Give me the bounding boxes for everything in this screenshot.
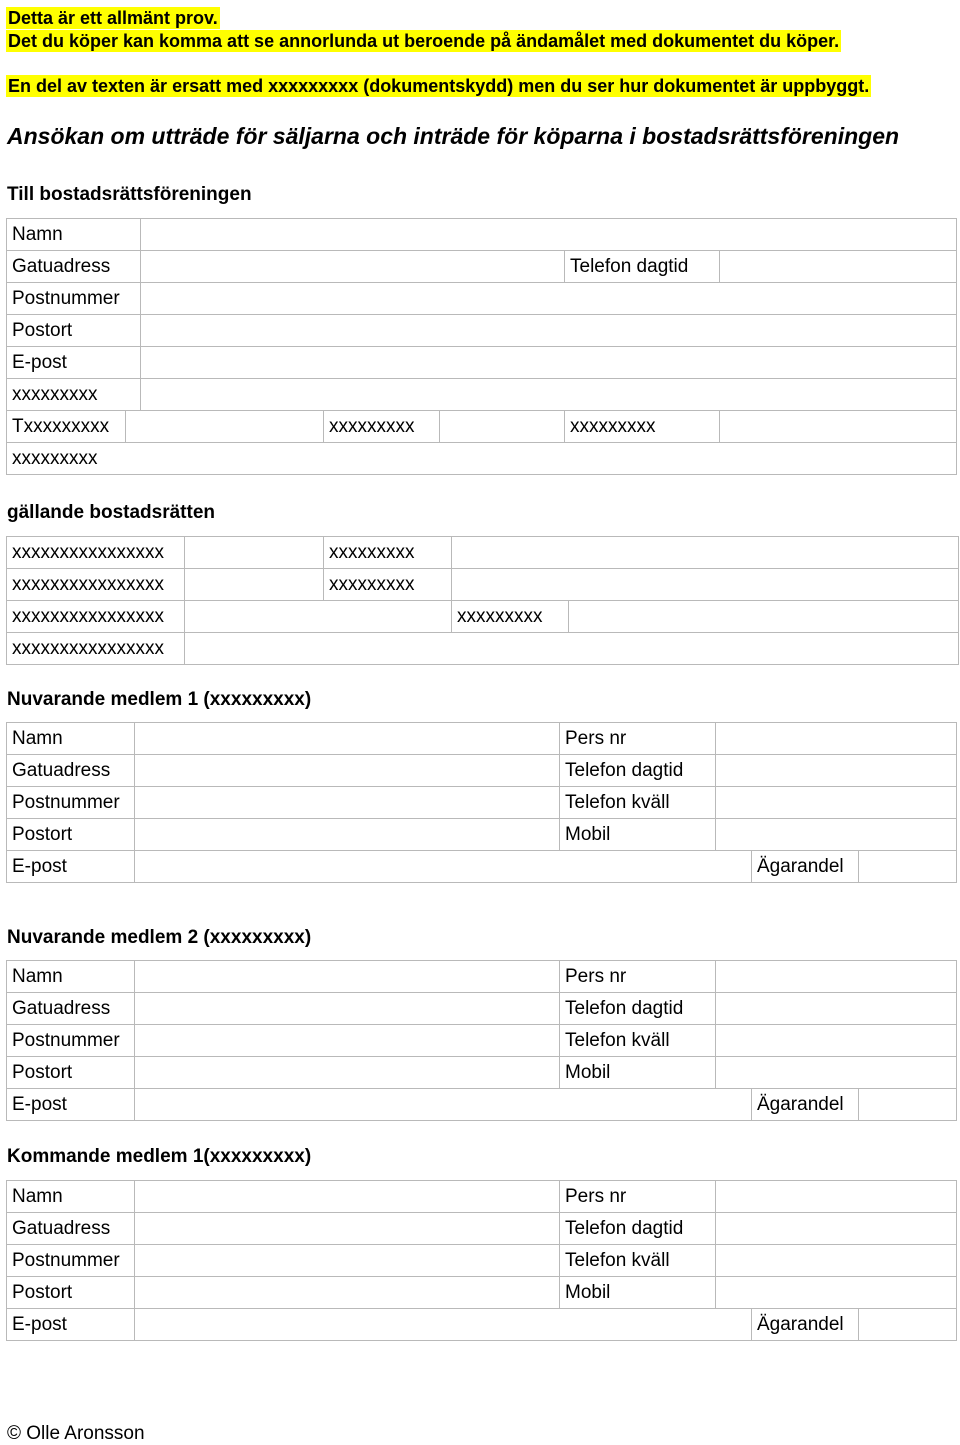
masked-label: xxxxxxxxx bbox=[324, 537, 452, 569]
table-row bbox=[7, 443, 957, 475]
table-row bbox=[7, 1089, 957, 1121]
table-row bbox=[7, 851, 957, 883]
postcode-label: Postnummer bbox=[7, 1245, 135, 1277]
city-label: Postort bbox=[7, 1277, 135, 1309]
masked-label: Txxxxxxxxx bbox=[7, 411, 126, 443]
masked-label: xxxxxxxxx bbox=[452, 601, 569, 633]
masked-field[interactable] bbox=[440, 411, 565, 443]
phone-day-label: Telefon dagtid bbox=[565, 251, 720, 283]
table-row bbox=[7, 961, 957, 993]
share-field[interactable] bbox=[859, 1089, 957, 1121]
table-row bbox=[7, 315, 957, 347]
association-heading: Till bostadsrättsföreningen bbox=[7, 184, 252, 205]
name-field[interactable] bbox=[135, 961, 560, 993]
masked-label: xxxxxxxxx bbox=[7, 379, 141, 411]
table-row bbox=[7, 1057, 957, 1089]
city-label: Postort bbox=[7, 819, 135, 851]
email-field[interactable] bbox=[135, 1089, 752, 1121]
table-row bbox=[7, 601, 959, 633]
masked-field[interactable] bbox=[452, 537, 959, 569]
postcode-field[interactable] bbox=[135, 787, 560, 819]
name-field[interactable] bbox=[135, 723, 560, 755]
persnr-label: Pers nr bbox=[560, 961, 716, 993]
postcode-field[interactable] bbox=[135, 1025, 560, 1057]
table-row bbox=[7, 251, 957, 283]
phone-evening-label: Telefon kväll bbox=[560, 1245, 716, 1277]
masked-label: xxxxxxxxx bbox=[565, 411, 720, 443]
table-row bbox=[7, 755, 957, 787]
phone-day-label: Telefon dagtid bbox=[560, 993, 716, 1025]
masked-field[interactable] bbox=[452, 569, 959, 601]
city-field[interactable] bbox=[135, 1057, 560, 1089]
share-field[interactable] bbox=[859, 851, 957, 883]
mobile-field[interactable] bbox=[716, 819, 957, 851]
table-row bbox=[7, 347, 957, 379]
mobile-label: Mobil bbox=[560, 819, 716, 851]
sample-notice-line2: Det du köper kan komma att se annorlunda ut beroende på ändamålet med dokumentet du köper. bbox=[8, 31, 840, 51]
city-field[interactable] bbox=[135, 819, 560, 851]
table-row bbox=[7, 283, 957, 315]
phone-evening-label: Telefon kväll bbox=[560, 787, 716, 819]
table-row bbox=[7, 1181, 957, 1213]
current-member-1-table bbox=[6, 722, 957, 883]
phone-evening-field[interactable] bbox=[716, 1245, 957, 1277]
sample-notice-line1: Detta är ett allmänt prov. bbox=[8, 8, 218, 28]
table-row bbox=[7, 993, 957, 1025]
masked-field[interactable] bbox=[126, 411, 324, 443]
postcode-label: Postnummer bbox=[7, 283, 141, 315]
postcode-label: Postnummer bbox=[7, 787, 135, 819]
association-name-field[interactable] bbox=[141, 219, 957, 251]
table-row bbox=[7, 1277, 957, 1309]
street-field[interactable] bbox=[135, 755, 560, 787]
incoming-member-1-heading: Kommande medlem 1(xxxxxxxxx) bbox=[7, 1146, 312, 1167]
mobile-field[interactable] bbox=[716, 1057, 957, 1089]
masked-field[interactable] bbox=[720, 411, 957, 443]
sample-notice-line3: En del av texten är ersatt med xxxxxxxxx (dokumentskydd) men du ser hur dokumentet är uppbyggt. bbox=[8, 76, 870, 96]
street-field[interactable] bbox=[135, 1213, 560, 1245]
masked-field[interactable] bbox=[185, 569, 324, 601]
masked-label: xxxxxxxxxxxxxxxx bbox=[7, 601, 185, 633]
association-city-field[interactable] bbox=[141, 315, 957, 347]
table-row bbox=[7, 1025, 957, 1057]
street-label: Gatuadress bbox=[7, 755, 135, 787]
mobile-field[interactable] bbox=[716, 1277, 957, 1309]
persnr-field[interactable] bbox=[716, 961, 957, 993]
masked-label: xxxxxxxxx bbox=[324, 411, 440, 443]
apartment-heading: gällande bostadsrätten bbox=[7, 502, 215, 523]
email-field[interactable] bbox=[135, 1309, 752, 1341]
share-label: Ägarandel bbox=[752, 1089, 859, 1121]
phone-evening-label: Telefon kväll bbox=[560, 1025, 716, 1057]
email-field[interactable] bbox=[135, 851, 752, 883]
masked-label: xxxxxxxxxxxxxxxx bbox=[7, 537, 185, 569]
name-label: Namn bbox=[7, 219, 141, 251]
incoming-member-1-table bbox=[6, 1180, 957, 1341]
copyright-footer: © Olle Aronsson bbox=[7, 1423, 145, 1444]
association-email-field[interactable] bbox=[141, 347, 957, 379]
share-label: Ägarandel bbox=[752, 851, 859, 883]
street-label: Gatuadress bbox=[7, 251, 141, 283]
city-label: Postort bbox=[7, 1057, 135, 1089]
masked-field[interactable] bbox=[185, 537, 324, 569]
table-row bbox=[7, 411, 957, 443]
table-row bbox=[7, 1309, 957, 1341]
phone-evening-field[interactable] bbox=[716, 787, 957, 819]
street-field[interactable] bbox=[135, 993, 560, 1025]
phone-day-label: Telefon dagtid bbox=[560, 1213, 716, 1245]
postcode-label: Postnummer bbox=[7, 1025, 135, 1057]
name-label: Namn bbox=[7, 1181, 135, 1213]
share-label: Ägarandel bbox=[752, 1309, 859, 1341]
association-phone-day-field[interactable] bbox=[720, 251, 957, 283]
association-postcode-field[interactable] bbox=[141, 283, 957, 315]
city-label: Postort bbox=[7, 315, 141, 347]
masked-label: xxxxxxxxx bbox=[7, 443, 957, 475]
masked-label: xxxxxxxxxxxxxxxx bbox=[7, 569, 185, 601]
phone-day-label: Telefon dagtid bbox=[560, 755, 716, 787]
phone-day-field[interactable] bbox=[716, 993, 957, 1025]
table-row bbox=[7, 569, 959, 601]
postcode-field[interactable] bbox=[135, 1245, 560, 1277]
name-label: Namn bbox=[7, 723, 135, 755]
email-label: E-post bbox=[7, 347, 141, 379]
share-field[interactable] bbox=[859, 1309, 957, 1341]
street-label: Gatuadress bbox=[7, 993, 135, 1025]
persnr-field[interactable] bbox=[716, 1181, 957, 1213]
email-label: E-post bbox=[7, 1089, 135, 1121]
table-row bbox=[7, 1245, 957, 1277]
table-row bbox=[7, 537, 959, 569]
current-member-2-table bbox=[6, 960, 957, 1121]
persnr-label: Pers nr bbox=[560, 723, 716, 755]
current-member-1-heading: Nuvarande medlem 1 (xxxxxxxxx) bbox=[7, 689, 312, 710]
document-title: Ansökan om utträde för säljarna och inträde för köparna i bostadsrättsföreningen bbox=[7, 123, 900, 149]
mobile-label: Mobil bbox=[560, 1057, 716, 1089]
masked-field[interactable] bbox=[185, 601, 452, 633]
masked-field[interactable] bbox=[185, 633, 959, 665]
email-label: E-post bbox=[7, 1309, 135, 1341]
table-row bbox=[7, 379, 957, 411]
city-field[interactable] bbox=[135, 1277, 560, 1309]
table-row bbox=[7, 819, 957, 851]
phone-day-field[interactable] bbox=[716, 1213, 957, 1245]
street-label: Gatuadress bbox=[7, 1213, 135, 1245]
table-row bbox=[7, 633, 959, 665]
masked-field[interactable] bbox=[569, 601, 959, 633]
table-row bbox=[7, 787, 957, 819]
table-row bbox=[7, 219, 957, 251]
phone-day-field[interactable] bbox=[716, 755, 957, 787]
table-row bbox=[7, 723, 957, 755]
association-table bbox=[6, 218, 957, 475]
apartment-table bbox=[6, 536, 959, 665]
masked-label: xxxxxxxxx bbox=[324, 569, 452, 601]
name-field[interactable] bbox=[135, 1181, 560, 1213]
table-row bbox=[7, 1213, 957, 1245]
mobile-label: Mobil bbox=[560, 1277, 716, 1309]
masked-label: xxxxxxxxxxxxxxxx bbox=[7, 633, 185, 665]
current-member-2-heading: Nuvarande medlem 2 (xxxxxxxxx) bbox=[7, 927, 312, 948]
persnr-label: Pers nr bbox=[560, 1181, 716, 1213]
name-label: Namn bbox=[7, 961, 135, 993]
persnr-field[interactable] bbox=[716, 723, 957, 755]
email-label: E-post bbox=[7, 851, 135, 883]
masked-field[interactable] bbox=[141, 379, 957, 411]
association-street-field[interactable] bbox=[141, 251, 565, 283]
phone-evening-field[interactable] bbox=[716, 1025, 957, 1057]
